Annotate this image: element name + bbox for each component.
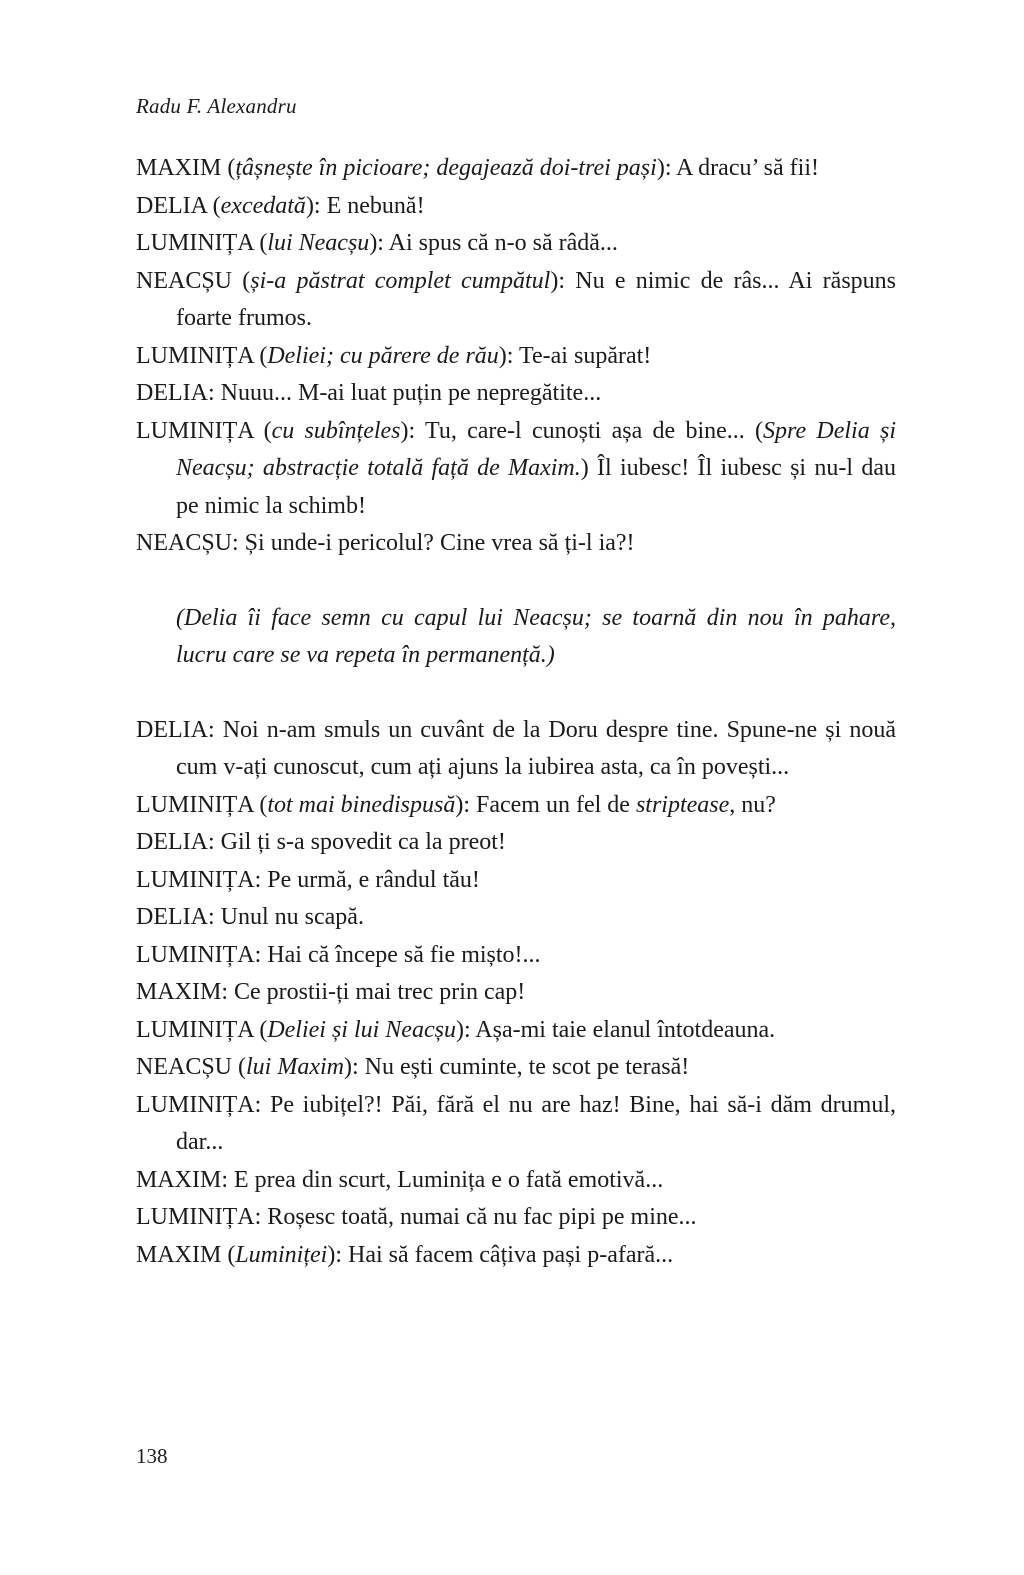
plain-text-segment: LUMINIȚA ( <box>136 1016 268 1043</box>
plain-text-segment: LUMINIȚA ( <box>136 342 268 369</box>
dialogue-paragraph <box>136 899 896 937</box>
plain-text-segment: ): Ai spus că n-o să râdă... <box>369 230 618 256</box>
dialogue-paragraph <box>136 225 896 263</box>
italic-text-segment: striptease <box>635 791 730 818</box>
plain-text-segment: ): E nebună! <box>305 192 425 219</box>
dialogue-paragraph <box>136 1012 896 1050</box>
plain-text-segment: DELIA ( <box>136 192 221 219</box>
plain-text-segment: NEACȘU ( <box>136 267 251 294</box>
italic-text-segment: Luminiței <box>235 1241 328 1268</box>
plain-text-segment: LUMINIȚA: Roșesc toată, numai că nu fac pipi pe mine... <box>136 1204 697 1230</box>
italic-text-segment: țâșnește în picioare; degajează doi-trei pași <box>235 155 657 181</box>
plain-text-segment: LUMINIȚA: Pe urmă, e rândul tău! <box>136 866 480 893</box>
italic-text-segment: Deliei; cu părere de rău <box>267 342 499 369</box>
plain-text-segment: ): Hai să facem câțiva pași p-afară... <box>327 1241 674 1268</box>
plain-text-segment: ): Nu e nimic de râs... Ai răspuns foarte frumos. <box>176 267 897 331</box>
dialogue-paragraph <box>136 413 896 526</box>
plain-text-segment: ): A dracu’ să fii! <box>656 155 819 181</box>
plain-text-segment: ): Te-ai supărat! <box>498 342 652 369</box>
plain-text-segment: MAXIM: Ce prostii-ți mai trec prin cap! <box>136 979 526 1005</box>
plain-text-segment: MAXIM: E prea din scurt, Luminița e o fată emotivă... <box>136 1166 664 1193</box>
dialogue-paragraph <box>136 1199 896 1237</box>
dialogue-paragraph <box>136 974 896 1012</box>
italic-text-segment: Deliei și lui Neacșu <box>267 1016 456 1043</box>
plain-text-segment: LUMINIȚA: Pe iubițel?! Păi, fără el nu are haz! Bine, hai să-i dăm drumul, dar... <box>136 1091 896 1155</box>
italic-text-segment: (Delia îi face semn cu capul lui Neacșu; se toarnă din nou în pahare, lucru care se va repeta în permanență.) <box>176 604 896 668</box>
plain-text-segment: ): Facem un fel de <box>455 791 636 818</box>
dialogue-paragraph <box>136 824 896 862</box>
dialogue-paragraph <box>136 1162 896 1200</box>
dialogue-paragraph <box>136 862 896 900</box>
plain-text-segment: NEACȘU: Și unde-i pericolul? Cine vrea să ți-l ia?! <box>136 530 635 556</box>
italic-text-segment: tot mai binedispusă <box>267 791 456 818</box>
plain-text-segment: , nu? <box>729 791 776 818</box>
stage-direction-paragraph <box>136 600 896 675</box>
italic-text-segment: Spre Delia și Neacșu; abstracție totală față de Maxim. <box>176 417 897 481</box>
dialogue-paragraph <box>136 338 896 376</box>
dialogue-paragraph <box>136 263 896 338</box>
plain-text-segment: ) Îl iubesc! Îl iubesc și nu-l dau pe nimic la schimb! <box>176 455 896 519</box>
plain-text-segment: DELIA: Gil ți s-a spovedit ca la preot! <box>136 829 506 855</box>
italic-text-segment: lui Maxim <box>246 1054 344 1080</box>
dialogue-paragraph <box>136 150 896 188</box>
dialogue-paragraph <box>136 787 896 825</box>
plain-text-segment: MAXIM ( <box>136 155 236 181</box>
dialogue-paragraph <box>136 1049 896 1087</box>
italic-text-segment: lui Neacșu <box>267 230 370 256</box>
plain-text-segment: ): Așa-mi taie elanul întotdeauna. <box>455 1016 776 1043</box>
plain-text-segment: LUMINIȚA ( <box>136 417 272 444</box>
plain-text-segment: NEACȘU ( <box>136 1054 247 1080</box>
dialogue-paragraph <box>136 712 896 787</box>
dialogue-paragraph <box>136 525 896 563</box>
plain-text-segment: DELIA: Noi n-am smuls un cuvânt de la Doru despre tine. Spune-ne și nouă cum v-ați cunoscut, cum ați ajuns la iubirea asta, ca în povești... <box>136 716 896 780</box>
plain-text-segment: LUMINIȚA: Hai că începe să fie mișto!... <box>136 941 541 968</box>
plain-text-segment: LUMINIȚA ( <box>136 230 268 256</box>
dialogue-paragraph <box>136 375 896 413</box>
plain-text-segment: MAXIM ( <box>136 1241 236 1268</box>
dialogue-paragraph <box>136 1237 896 1275</box>
italic-text-segment: și-a păstrat complet cumpătul <box>250 267 551 294</box>
page-body <box>136 150 896 1274</box>
dialogue-paragraph <box>136 188 896 226</box>
plain-text-segment: DELIA: Unul nu scapă. <box>136 904 364 930</box>
plain-text-segment: DELIA: Nuuu... M-ai luat puțin pe nepregătite... <box>136 380 602 406</box>
plain-text-segment: ): Tu, care-l cunoști așa de bine... ( <box>400 417 764 444</box>
running-header-author: Radu F. Alexandru <box>136 94 297 118</box>
page-number: 138 <box>136 1444 168 1468</box>
dialogue-paragraph <box>136 1087 896 1162</box>
italic-text-segment: excedată <box>220 192 306 219</box>
plain-text-segment: ): Nu ești cuminte, te scot pe terasă! <box>344 1054 690 1080</box>
plain-text-segment: LUMINIȚA ( <box>136 791 268 818</box>
dialogue-paragraph <box>136 937 896 975</box>
italic-text-segment: cu subînțeles <box>271 417 401 444</box>
